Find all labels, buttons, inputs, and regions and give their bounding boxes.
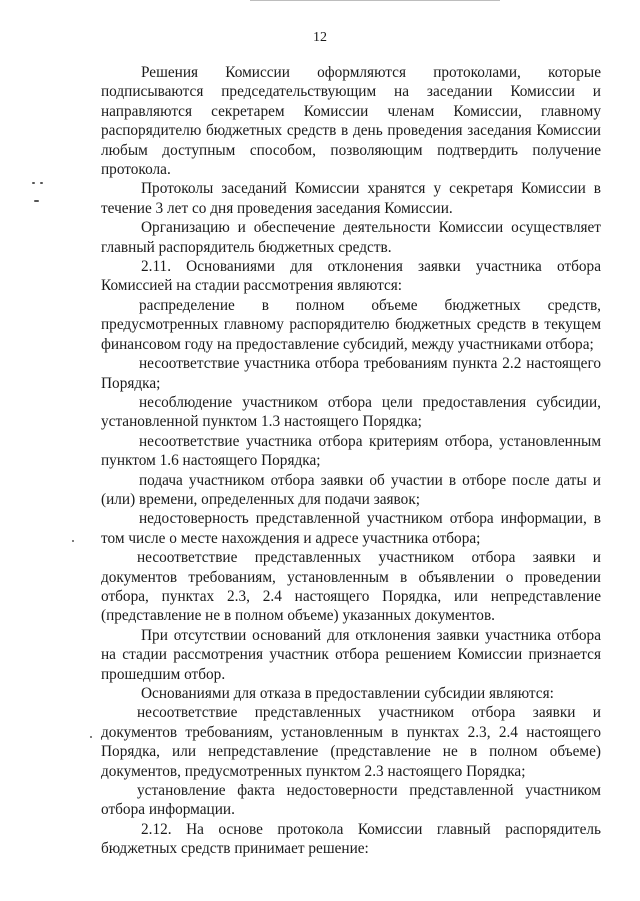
scan-speck [72,540,74,542]
list-item-false-information: недостоверность представленной участником отбора информации, в том числе о месте нахождения и адресе участника отбора; [101,510,601,547]
list-item-refusal-false-info: установление факта недостоверности представленной участником отбора информации. [101,782,601,819]
list-item-refusal-documents: несоответствие представленных участником отбора заявки и документов требованиям, установленным в пунктах 2.3, 2.4 настоящего Порядка, или непредставление (представление не в полном объеме) документов, предусмотренных пунктом 2.3 настоящего Порядка; [101,704,601,780]
scan-speck [90,736,92,738]
scan-speck [34,200,39,202]
list-item-late-submission: подача участником отбора заявки об участии в отборе после даты и (или) времени, определенных для подачи заявок; [101,471,601,508]
scan-speck [32,182,35,184]
document-body [101,63,601,859]
list-item-funds-distributed: распределение в полном объеме бюджетных средств, предусмотренных главному распорядителю бюджетных средств в текущем финансовом году на предоставление субсидий, между участниками отбора; [101,296,601,353]
list-item-purpose-1-3: несоблюдение участником отбора цели предоставления субсидии, установленной пунктом 1.3 настоящего Порядка; [101,393,601,431]
list-item-requirements-2-2: несоответствие участника отбора требованиям пункта 2.2 настоящего Порядка; [101,355,601,392]
paragraph-refusal-grounds-heading: Основаниями для отказа в предоставлении субсидии являются: [141,685,554,702]
paragraph-commission-support: Организацию и обеспечение деятельности Комиссии осуществляет главный распорядитель бюджетных средств. [101,219,601,256]
scan-top-edge [250,0,500,1]
paragraph-2-12-heading: 2.12. На основе протокола Комиссии главный распорядитель бюджетных средств принимает решение: [101,820,601,858]
paragraph-passed-selection: При отсутствии оснований для отклонения заявки участника отбора на стадии рассмотрения участник отбора решением Комиссии признается прошедшим отбор. [101,626,601,683]
page-number: 12 [313,30,327,45]
paragraph-protocols: Решения Комиссии оформляются протоколами, которые подписываются председательствующим на заседании Комиссии и направляются секретарем Комиссии членам Комиссии, главному распорядителю бюджетных средств в день проведения заседания Комиссии любым доступным способом, позволяющим подтвердить получение протокола. [101,64,601,179]
list-item-criteria-1-6: несоответствие участника отбора критериям отбора, установленным пунктом 1.6 настоящего Порядка; [101,432,601,470]
paragraph-2-11-heading: 2.11. Основаниями для отклонения заявки участника отбора Комиссией на стадии рассмотрения являются: [101,258,601,295]
paragraph-protocol-storage: Протоколы заседаний Комиссии хранятся у секретаря Комиссии в течение 3 лет со дня проведения заседания Комиссии. [101,180,601,217]
scan-speck [40,182,43,184]
list-item-documents-mismatch: несоответствие представленных участником отбора заявки и документов требованиям, установленным в объявлении о проведении отбора, пунктах 2.3, 2.4 настоящего Порядка, или непредставление (представление не в полном объеме) указанных документов. [101,549,601,625]
